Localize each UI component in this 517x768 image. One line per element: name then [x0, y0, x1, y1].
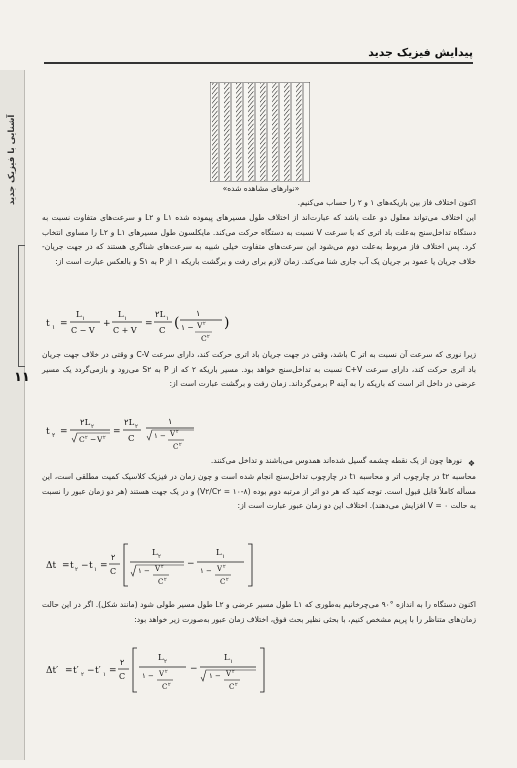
svg-text:۲: ۲ — [52, 432, 56, 439]
svg-text:=: = — [109, 666, 117, 676]
svg-text:Δt′: Δt′ — [46, 666, 59, 676]
equation-delta-t — [44, 540, 274, 590]
svg-text:=: = — [113, 427, 121, 437]
svg-text:C: C — [201, 334, 207, 343]
svg-text:۲: ۲ — [75, 567, 78, 573]
fringe-band — [248, 83, 254, 181]
svg-text:۱: ۱ — [222, 554, 225, 560]
fringe-band — [260, 83, 266, 181]
svg-text:V: V — [226, 670, 232, 678]
svg-text:۱ −: ۱ − — [142, 672, 154, 680]
svg-text:L: L — [118, 310, 124, 320]
svg-text:C: C — [173, 443, 179, 451]
svg-text:=: = — [100, 561, 108, 571]
paragraph-1: اکنون اختلاف فاز بین باریکه‌های ۱ و ۲ را حساب می‌کنیم. — [297, 198, 476, 207]
svg-text:۱ −: ۱ − — [154, 432, 166, 440]
svg-text:C: C — [128, 434, 135, 444]
svg-text:۲: ۲ — [164, 577, 167, 583]
svg-text:−: − — [187, 559, 195, 569]
header-rule — [44, 62, 473, 64]
svg-text:+: + — [103, 319, 111, 329]
paragraph-4: نورها چون از یک نقطه چشمه گسیل شده‌اند همدوس می‌باشند و تداخل می‌کنند. — [210, 456, 462, 465]
paragraph-3: زیرا نوری که سرعت آن نسبت به اتر C باشد، وقتی در جهت جریان باد اتری حرکت کند، دارای سرعت C-V و وقتی در خلاف جهت جریان باد اتری حرکت کند، دارای سرعت C+V نسبت به تداخل‌سنج خواهد بود. مسیر باریکه ۲ که از P به S۲ می‌رود و بازمی‌گردد یک مسیر عرضی در داخل اتر است که باریکه را به آینه P برمی‌گرداند. زمان رفت و برگشت عبارت است از: — [42, 350, 476, 389]
svg-text:C: C — [119, 672, 126, 681]
svg-text:۱: ۱ — [82, 316, 85, 322]
diamond-bullet-icon: ❖ — [467, 459, 475, 468]
svg-text:۲: ۲ — [165, 669, 168, 675]
svg-text:۲: ۲ — [235, 682, 238, 688]
svg-text:۱: ۱ — [52, 324, 56, 331]
svg-text:۲: ۲ — [203, 321, 206, 327]
equation-t2 — [44, 412, 214, 452]
paragraph-5: محاسبه t۲ در چارچوب اتر و محاسبه t۱ در چارچوب تداخل‌سنج انجام شده است و چون زمان در فیزیک کلاسیک کمیت مطلقی است، این مسأله کاملاً قابل قبول است. توجه کنید که هر دو اثر از مرتبه دوم بوده (V۲/C۲ = ۱۰-۸) و در یک جهت هستند (هر دو زمان عبور را نسبت به حالت V = ۰ افزایش می‌دهند). اختلاف این دو زمان عبور عبارت است از: — [42, 472, 476, 511]
fringe-band — [224, 83, 230, 181]
svg-text:۱: ۱ — [230, 659, 233, 665]
svg-text:C: C — [158, 578, 164, 586]
figure-caption: «نوارهای مشاهده شده» — [222, 184, 300, 193]
svg-text:۱: ۱ — [103, 672, 106, 678]
svg-text:۲: ۲ — [168, 682, 171, 688]
svg-text:−: − — [87, 666, 95, 676]
fringe-band — [296, 83, 302, 181]
side-author-label: آشنایی با فیزیک جدید — [7, 114, 17, 206]
svg-text:−: − — [90, 435, 97, 444]
svg-text:t: t — [89, 561, 93, 571]
svg-text:۱ −: ۱ − — [181, 323, 194, 332]
svg-text:۱: ۱ — [196, 309, 201, 318]
svg-text:۲: ۲ — [179, 442, 182, 448]
svg-text:۲: ۲ — [85, 435, 88, 441]
svg-text:V: V — [97, 435, 103, 444]
svg-text:V: V — [197, 321, 203, 330]
svg-text:۱ −: ۱ − — [138, 567, 150, 575]
svg-text:C − V: C − V — [71, 326, 95, 335]
svg-text:): ) — [224, 315, 230, 331]
svg-text:V: V — [155, 565, 161, 573]
svg-text:۱ −: ۱ − — [200, 567, 212, 575]
svg-text:۲: ۲ — [158, 554, 161, 560]
side-bracket — [18, 245, 25, 367]
svg-text:V: V — [159, 670, 165, 678]
svg-text:=: = — [145, 319, 153, 329]
svg-text:۱: ۱ — [124, 316, 127, 322]
svg-text:۱: ۱ — [94, 567, 97, 573]
svg-text:۲: ۲ — [111, 553, 116, 562]
fringe-band — [236, 83, 242, 181]
fringe-band — [284, 83, 290, 181]
svg-text:V: V — [217, 565, 223, 573]
svg-text:۲: ۲ — [81, 672, 84, 678]
svg-text:C + V: C + V — [113, 326, 137, 335]
svg-text:۲: ۲ — [103, 435, 106, 441]
svg-text:L: L — [158, 653, 164, 663]
svg-text:L: L — [152, 548, 158, 558]
paragraph-6: اکنون دستگاه را به اندازه °۹۰ می‌چرخانیم به‌طوری که L۱ طول مسیر عرضی و L۲ طول مسیر طولی شود (مانند شکل). اگر در این حالت زمان‌های متناظر را با پریم مشخص کنیم، با بحثی نظیر بحث فوق، اختلاف زمان عبور به‌صورت زیر خواهد بود: — [42, 600, 476, 624]
svg-text:۲L: ۲L — [155, 310, 166, 320]
svg-text:=: = — [65, 666, 73, 676]
svg-text:V: V — [170, 430, 176, 438]
svg-text:C: C — [162, 683, 168, 691]
svg-text:۲: ۲ — [207, 334, 210, 340]
svg-text:t: t — [70, 561, 74, 571]
svg-text:۲: ۲ — [232, 669, 235, 675]
svg-text:۱ −: ۱ − — [209, 672, 221, 680]
svg-text:L: L — [224, 653, 230, 663]
svg-text:۱: ۱ — [166, 316, 169, 322]
fringe-band — [272, 83, 278, 181]
svg-text:۲: ۲ — [91, 424, 94, 430]
svg-text:۲: ۲ — [226, 577, 229, 583]
svg-text:−: − — [81, 561, 89, 571]
paragraph-2: این اختلاف می‌تواند معلول دو علت باشد که عبارت‌اند از اختلاف طول مسیرهای پیموده شده L۱ و L۲ و سرعت‌های متفاوت نسبت به دستگاه تداخل‌سنج به‌علت باد اتری که با سرعت V نسبت به دستگاه حرکت می‌کند. مایکلسون طول مسیرهای L۱ و L۲ را مساوی انتخاب کرد. پس اختلاف فاز مربوط به‌علت دوم می‌شود این سرعت‌های متفاوت خیلی شبیه به سرعت‌های شناگری هستند که در جهت جریان- خلاف جریان یا عمود بر جریان یک آب جاری شنا می‌کند. زمان لازم برای رفت و برگشت باریکه ۱ از P به S۱ و بالعکس عبارت است از: — [42, 213, 476, 266]
svg-text:Δt: Δt — [46, 561, 57, 571]
interference-fringes-figure — [210, 82, 310, 182]
svg-text:۲: ۲ — [120, 658, 125, 667]
svg-text:۲: ۲ — [176, 429, 179, 435]
svg-text:L: L — [76, 310, 82, 320]
svg-text:C: C — [220, 578, 226, 586]
svg-text:C: C — [110, 567, 117, 576]
svg-text:C: C — [159, 326, 166, 336]
svg-text:=: = — [62, 561, 70, 571]
eq-t1-lhs: t — [46, 319, 50, 329]
svg-text:۲L: ۲L — [124, 418, 135, 428]
page-number: ۱۱ — [14, 370, 30, 385]
svg-text:L: L — [216, 548, 222, 558]
svg-text:۲L: ۲L — [80, 418, 91, 428]
svg-text:۱: ۱ — [168, 417, 173, 426]
svg-text:۲: ۲ — [223, 564, 226, 570]
svg-text:t′: t′ — [73, 666, 79, 676]
equation-delta-t-prime — [44, 644, 284, 696]
svg-text:C: C — [229, 683, 235, 691]
svg-text:۲: ۲ — [135, 424, 138, 430]
running-header-title: پیدایش فیزیک جدید — [368, 46, 473, 59]
svg-text:t: t — [46, 427, 50, 437]
fringe-band — [212, 83, 218, 181]
svg-text:=: = — [60, 427, 68, 437]
svg-text:۲: ۲ — [164, 659, 167, 665]
svg-text:۲: ۲ — [161, 564, 164, 570]
equation-t1 — [44, 302, 244, 344]
svg-text:t′: t′ — [95, 666, 101, 676]
svg-text:=: = — [60, 319, 68, 329]
svg-text:−: − — [190, 664, 198, 674]
svg-text:(: ( — [174, 315, 180, 331]
svg-text:C: C — [79, 435, 85, 444]
